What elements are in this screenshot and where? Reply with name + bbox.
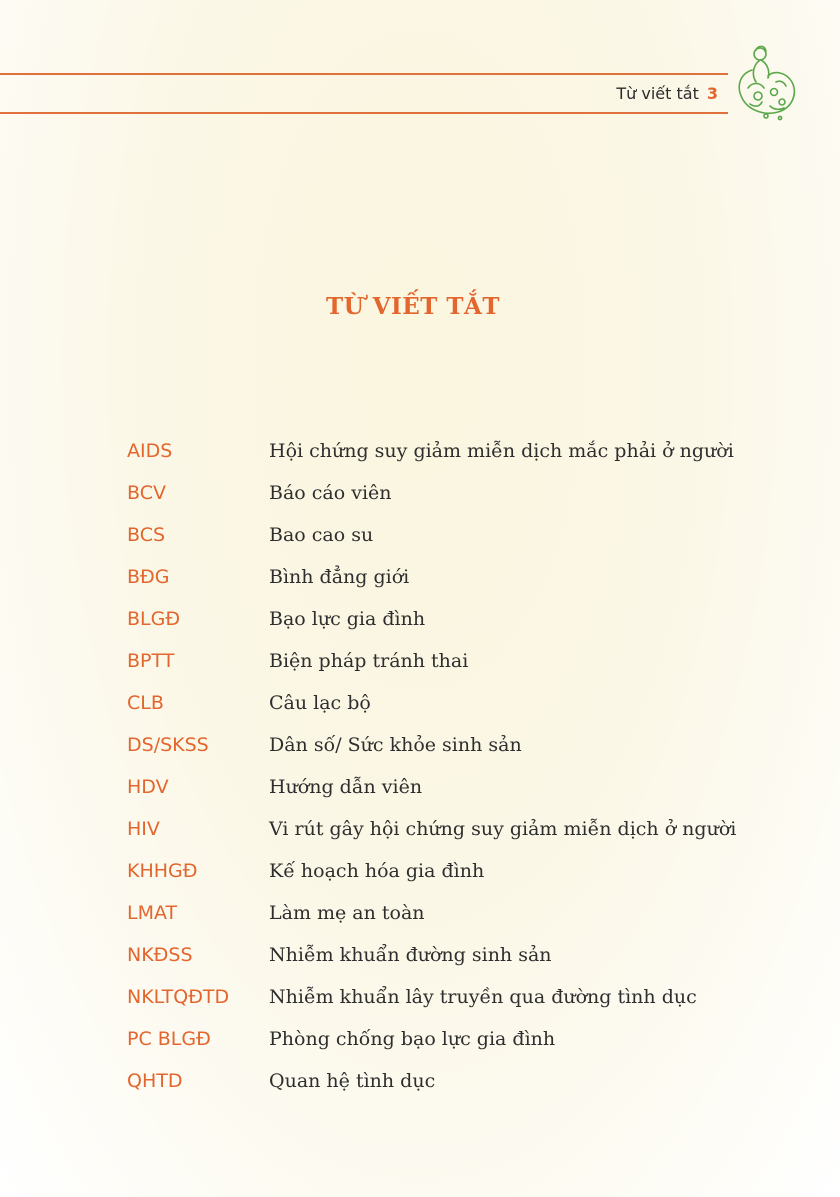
abbreviation: HIV	[127, 818, 160, 840]
definition: Kế hoạch hóa gia đình	[269, 860, 485, 882]
mother-and-child-icon	[730, 42, 802, 128]
definition: Nhiễm khuẩn đường sinh sản	[269, 944, 552, 966]
list-item	[127, 1018, 827, 1060]
list-item	[127, 892, 827, 934]
abbreviation: DS/SKSS	[127, 734, 209, 756]
list-item	[127, 724, 827, 766]
abbreviation: KHHGĐ	[127, 860, 198, 882]
abbreviation: AIDS	[127, 440, 173, 462]
list-item	[127, 808, 827, 850]
definition: Dân số/ Sức khỏe sinh sản	[269, 734, 522, 756]
abbreviation: BĐG	[127, 566, 170, 588]
abbreviation: NKLTQĐTD	[127, 986, 230, 1008]
page-number: 3	[706, 84, 718, 103]
list-item	[127, 514, 827, 556]
section-title: Từ viết tắt	[616, 84, 699, 103]
list-item	[127, 430, 827, 472]
abbreviation: NKĐSS	[127, 944, 193, 966]
header-rule-top	[0, 73, 728, 75]
list-item	[127, 472, 827, 514]
definition: Câu lạc bộ	[269, 692, 371, 714]
list-item	[127, 556, 827, 598]
abbreviation: CLB	[127, 692, 164, 714]
abbreviation: BPTT	[127, 650, 175, 672]
definition: Bạo lực gia đình	[269, 608, 426, 630]
running-head	[616, 84, 718, 103]
definition: Hội chứng suy giảm miễn dịch mắc phải ở người	[269, 440, 734, 462]
abbreviation-list	[127, 430, 827, 1102]
abbreviation: LMAT	[127, 902, 178, 924]
list-item	[127, 598, 827, 640]
definition: Làm mẹ an toàn	[269, 902, 425, 924]
list-item	[127, 976, 827, 1018]
definition: Quan hệ tình dục	[269, 1070, 436, 1092]
abbreviation: BCV	[127, 482, 166, 504]
list-item	[127, 640, 827, 682]
page-title: TỪ VIẾT TẮT	[325, 293, 500, 320]
abbreviation: HDV	[127, 776, 169, 798]
header-rule-bottom	[0, 112, 728, 114]
list-item	[127, 850, 827, 892]
definition: Báo cáo viên	[269, 482, 392, 504]
abbreviation: QHTD	[127, 1070, 183, 1092]
definition: Bình đẳng giới	[269, 566, 410, 588]
definition: Biện pháp tránh thai	[269, 650, 469, 672]
definition: Nhiễm khuẩn lây truyền qua đường tình dục	[269, 986, 697, 1008]
abbreviation: BCS	[127, 524, 166, 546]
abbreviation: BLGĐ	[127, 608, 181, 630]
list-item	[127, 766, 827, 808]
definition: Vi rút gây hội chứng suy giảm miễn dịch ở người	[269, 818, 737, 840]
list-item	[127, 934, 827, 976]
definition: Bao cao su	[269, 524, 374, 546]
list-item	[127, 682, 827, 724]
abbreviation: PC BLGĐ	[127, 1028, 211, 1050]
list-item	[127, 1060, 827, 1102]
definition: Hướng dẫn viên	[269, 776, 423, 798]
definition: Phòng chống bạo lực gia đình	[269, 1028, 556, 1050]
